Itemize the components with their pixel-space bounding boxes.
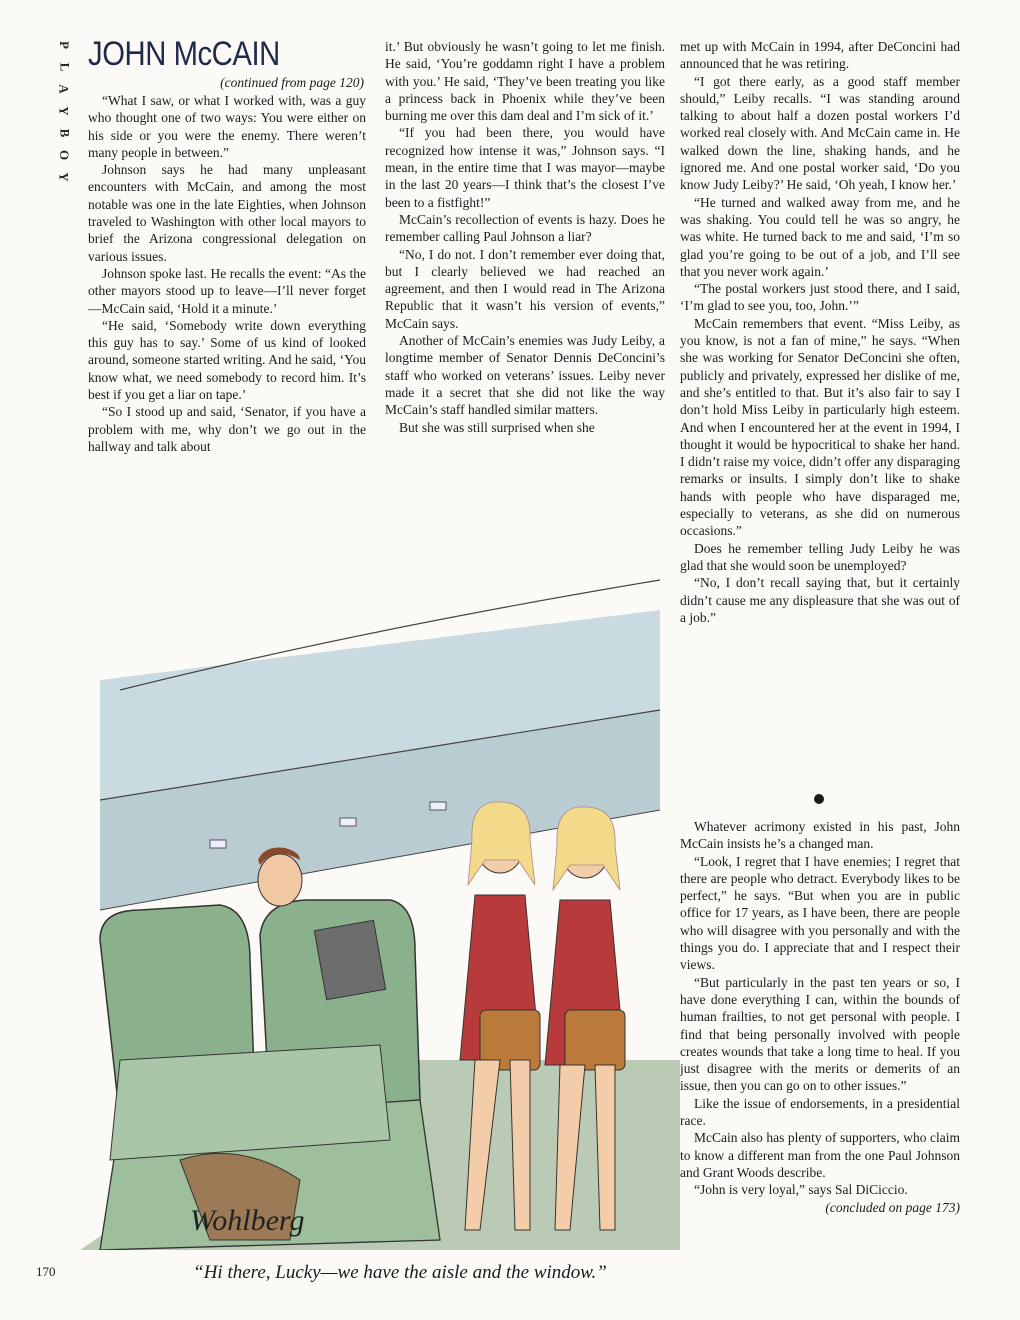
paragraph: “The postal workers just stood there, and I said, ‘I’m glad to see you, too, John.’” bbox=[680, 281, 960, 314]
passenger-head bbox=[258, 854, 302, 906]
paragraph: McCain’s recollection of events is hazy. Does he remember calling Paul Johnson a liar? bbox=[385, 211, 665, 245]
paragraph: “Look, I regret that I have enemies; I regret that there are people who detract. Everybody likes to be perfect,” he says. “But when you are in public office for 17 years, as I have been, there are people who will disagree with you personally and with the things you do. I appreciate that and I respect their views. bbox=[680, 853, 960, 973]
paragraph-continued: met up with McCain in 1994, after DeConcini had announced that he was retiring. bbox=[680, 39, 960, 72]
page-number: 170 bbox=[36, 1264, 56, 1279]
cartoon-caption: “Hi there, Lucky—we have the aisle and the window.” bbox=[193, 1262, 607, 1283]
paragraph: “No, I do not. I don’t remember ever doing that, but I clearly believed we had reached an agreement, and then I would read in The Arizona Republic that it wasn’t his version of events,” McCain says. bbox=[385, 246, 665, 331]
artist-signature: Wohlberg bbox=[190, 1204, 305, 1237]
paragraph: “What I saw, or what I worked with, was a guy who thought one of two ways: You were either on his side or you were the enemy. There weren’t many people in between.” bbox=[88, 93, 366, 160]
paragraph-continued: it.’ But obviously he wasn’t going to let me finish. He said, ‘You’re goddamn right I have a problem with you.’ He said, ‘They’ve been treating you like a princess back in Phoenix while they’ve been burning me over this dam deal and I’m sick of it.’ bbox=[385, 39, 665, 124]
magazine-vertical-label bbox=[56, 34, 72, 188]
woman-2-handbag bbox=[565, 1010, 625, 1070]
vertical-label-letter: L bbox=[56, 62, 72, 72]
vertical-label-letter: Y bbox=[56, 172, 72, 182]
article-column-3 bbox=[680, 38, 960, 626]
reading-light bbox=[210, 840, 226, 848]
paragraph: But she was still surprised when she bbox=[399, 419, 595, 435]
vertical-label-letter: B bbox=[56, 128, 72, 138]
paragraph: “I got there early, as a good staff member should,” Leiby recalls. “I was standing around talking to about half a dozen postal workers I’d worked real closely with. And McCain came in. He walked down the line, shaking hands, and he ignored me. And one postal worker said, ‘Do you know Judy Leiby?’ He said, ‘Oh yeah, I know her.’ bbox=[680, 73, 960, 193]
rear-seat-back bbox=[110, 1045, 390, 1160]
article-column-3-lower bbox=[680, 818, 960, 1216]
paragraph: “No, I don’t recall saying that, but it certainly didn’t cause me any displeasure that she was out of a job.” bbox=[680, 575, 960, 625]
vertical-label-letter: P bbox=[56, 41, 72, 49]
section-break-bullet bbox=[814, 794, 824, 804]
paragraph: “So I stood up and said, ‘Senator, if you have a problem with me, why don’t we go out in the hallway and talk about bbox=[88, 404, 366, 454]
vertical-label-letter: O bbox=[57, 149, 72, 161]
paragraph: Does he remember telling Judy Leiby he was glad that she would soon be unemployed? bbox=[680, 540, 960, 573]
magazine-held bbox=[314, 920, 385, 999]
reading-light bbox=[430, 802, 446, 810]
paragraph: “But particularly in the past ten years or so, I have done everything I can, within the bounds of human frailties, to not get personal with people. I find that being personally involved with people creates wounds that take a long time to heal. If you just disagree with the merits or demerits of an issue, then you can go on to other issues.” bbox=[680, 974, 960, 1094]
paragraph: “If you had been there, you would have recognized how intense it was,” Johnson says. “I mean, in the entire time that I was mayor—maybe in the last 20 years—I think that’s the closest I’ve been to a fistfight!” bbox=[385, 125, 665, 210]
paragraph: Johnson says he had many unpleasant encounters with McCain, and among the most notable was one in the late Eighties, when Johnson traveled to Washington with other local mayors to brief the Arizona congressional delegation on various issues. bbox=[88, 162, 366, 264]
article-column-1 bbox=[88, 92, 366, 455]
paragraph: Like the issue of endorsements, in a presidential race. bbox=[680, 1095, 960, 1129]
concluded-on-note: (concluded on page 173) bbox=[825, 1199, 960, 1215]
article-headline: JOHN McCAIN bbox=[88, 35, 280, 73]
reading-light bbox=[340, 818, 356, 826]
vertical-label-letter: A bbox=[56, 84, 72, 94]
paragraph: Johnson spoke last. He recalls the event: “As the other mayors stood up to leave—I’ll never forget—McCain said, ‘Hold it a minute.’ bbox=[88, 265, 366, 316]
vertical-label-letter: Y bbox=[56, 106, 72, 116]
paragraph: McCain also has plenty of supporters, who claim to know a different man from the one Paul Johnson and Grant Woods describe. bbox=[680, 1130, 960, 1180]
article-column-2 bbox=[385, 38, 665, 436]
paragraph: McCain remembers that event. “Miss Leiby, as you know, is not a fan of mine,” he says. “When she was working for Senator DeConcini she often, publicly and privately, expressed her dislike of me, and she’s entitled to that. But it’s also fair to say I don’t hold Miss Leiby in particularly high esteem. And when I encountered her at the event in 1994, I thought it would be hypocritical to shake her hand. I didn’t raise my voice, didn’t offer any disparaging remarks or insults. I simply don’t like to shake hands with people who have disparaged me, especially to veterans, as she did on numerous occasions.” bbox=[680, 315, 960, 539]
paragraph: “He said, ‘Somebody write down everything this guy has to say.’ Some of us kind of looked around, someone started writing. And he said, ‘You know what, we need somebody to record him. It’s best if you get a liar on tape.’ bbox=[88, 317, 366, 403]
paragraph: Whatever acrimony existed in his past, John McCain insists he’s a changed man. bbox=[680, 819, 960, 852]
continued-from-note: (continued from page 120) bbox=[220, 75, 364, 90]
paragraph: “He turned and walked away from me, and he was shaking. You could tell he was so angry, he was white. He turned back to me and said, ‘I’m so glad you’re going to be out of a job, and I’ll see that you never work again.’ bbox=[680, 194, 960, 279]
paragraph: “John is very loyal,” says Sal DiCiccio. bbox=[694, 1182, 908, 1198]
paragraph: Another of McCain’s enemies was Judy Leiby, a longtime member of Senator Dennis DeConcini’s staff who worked on veterans’ issues. Leiby never made it a secret that she did not like the way McCain’s staff handled similar matters. bbox=[385, 333, 665, 418]
airplane-cartoon-illustration bbox=[60, 540, 680, 1250]
